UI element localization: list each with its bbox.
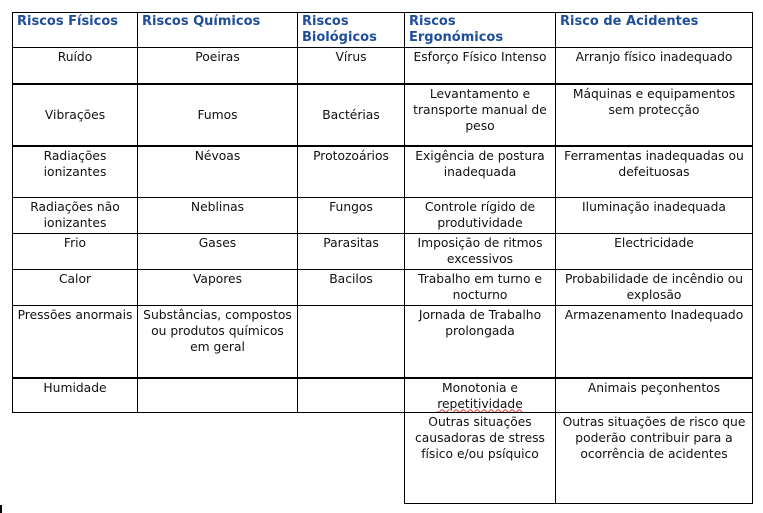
- table-cell: [13, 378, 138, 413]
- cell-text: Exigência de postura inadequada: [415, 148, 545, 179]
- table-cell: [556, 270, 753, 306]
- cell-text: Pressões anormais: [17, 308, 133, 322]
- table-cell: [138, 198, 298, 234]
- header-fisicos: Riscos Físicos: [13, 13, 138, 48]
- empty-space: [138, 413, 298, 504]
- cell-text: Ruído: [57, 50, 93, 64]
- cell-text: Trabalho em turno e nocturno: [418, 272, 542, 302]
- table-row: [13, 48, 753, 84]
- cell-text: Armazenamento Inadequado: [564, 308, 744, 322]
- table-cell: [405, 234, 556, 270]
- cell-text: Animais peçonhentos: [587, 380, 721, 395]
- risk-table: [12, 12, 753, 504]
- table-cell: [13, 234, 138, 270]
- header-row: [13, 13, 753, 48]
- cell-text: Bactérias: [322, 108, 380, 122]
- table-cell: [405, 378, 556, 413]
- table-cell: [556, 198, 753, 234]
- cell-text: Calor: [58, 272, 92, 286]
- table-cell: [13, 270, 138, 306]
- table-cell: [138, 84, 298, 146]
- cell-text: Outras situações de risco que poderão contribuir para a ocorrência de acidentes: [562, 415, 746, 461]
- cell-text: Parasitas: [323, 236, 379, 250]
- cell-text: Neblinas: [190, 200, 245, 214]
- empty-space: [298, 413, 405, 504]
- cell-text: Outras situações causadoras de stress físico e/ou psíquico: [415, 415, 545, 461]
- table-cell: [298, 378, 405, 413]
- cell-text: Arranjo físico inadequado: [575, 50, 733, 64]
- table-cell: [13, 198, 138, 234]
- table-cell: [298, 234, 405, 270]
- table-cell: [405, 413, 556, 504]
- cell-text: Vapores: [192, 272, 243, 286]
- cell-text: Poeiras: [195, 50, 240, 64]
- table-cell: [13, 48, 138, 84]
- cell-text: Monotonia e repetitividade: [437, 380, 523, 411]
- cell-text: Frio: [63, 236, 87, 250]
- table-cell: [13, 306, 138, 378]
- cell-text: Jornada de Trabalho prolongada: [418, 308, 542, 338]
- table-row: [13, 413, 753, 504]
- table-cell: [556, 84, 753, 146]
- table-row: [13, 270, 753, 306]
- cell-text: Substâncias, compostos ou produtos químicos em geral: [143, 308, 292, 354]
- table-cell: [298, 48, 405, 84]
- cell-text: Probabilidade de incêndio ou explosão: [564, 272, 744, 302]
- cell-text: Bacilos: [329, 272, 373, 286]
- cell-text: Fumos: [197, 108, 238, 122]
- table-cell: [556, 48, 753, 84]
- table-cell: [556, 413, 753, 504]
- text-cursor: [0, 505, 2, 513]
- table-cell: [405, 306, 556, 378]
- empty-space: [13, 413, 138, 504]
- cell-text: Protozoários: [313, 148, 389, 163]
- table-cell: [298, 270, 405, 306]
- table-cell: [138, 48, 298, 84]
- table-row: [13, 234, 753, 270]
- table-cell: [298, 306, 405, 378]
- cell-text: Iluminação inadequada: [582, 200, 726, 214]
- cell-text: Imposição de ritmos excessivos: [417, 236, 543, 266]
- table-cell: [556, 306, 753, 378]
- header-acidentes: Risco de Acidentes: [556, 13, 753, 48]
- table-row: [13, 378, 753, 413]
- cell-text: Humidade: [43, 380, 107, 395]
- header-biologicos: Riscos Biológicos: [298, 13, 405, 48]
- header-quimicos: Riscos Químicos: [138, 13, 298, 48]
- table-cell: [298, 198, 405, 234]
- table-row: [13, 306, 753, 378]
- table-row: [13, 84, 753, 146]
- table-cell: [138, 270, 298, 306]
- cell-text: Ferramentas inadequadas ou defeituosas: [564, 148, 744, 179]
- table-cell: [405, 198, 556, 234]
- cell-text: Fungos: [329, 200, 373, 214]
- cell-text: Radiações não ionizantes: [30, 200, 120, 230]
- cell-text: Radiações ionizantes: [43, 148, 107, 179]
- cell-text: Esforço Físico Intenso: [413, 50, 547, 64]
- table-cell: [556, 146, 753, 198]
- table-cell: [405, 84, 556, 146]
- table-cell: [298, 84, 405, 146]
- table-cell: [556, 378, 753, 413]
- table-body: [13, 48, 753, 504]
- table-cell: [13, 84, 138, 146]
- table-cell: [13, 146, 138, 198]
- table-cell: [298, 146, 405, 198]
- table-row: [13, 198, 753, 234]
- cell-text: Gases: [198, 236, 237, 250]
- table-cell: [138, 146, 298, 198]
- cell-text: Vírus: [335, 50, 367, 64]
- table-cell: [138, 234, 298, 270]
- cell-text: Máquinas e equipamentos sem protecção: [572, 86, 736, 117]
- table-cell: [405, 48, 556, 84]
- table-cell: [405, 270, 556, 306]
- cell-text: Electricidade: [614, 236, 694, 250]
- spellcheck-mark: repetitividade: [437, 396, 523, 411]
- cell-text: Vibrações: [44, 108, 106, 122]
- table-cell: [556, 234, 753, 270]
- cell-text: Levantamento e transporte manual de peso: [413, 86, 547, 133]
- cell-text: Controle rígido de produtividade: [424, 200, 536, 230]
- header-ergonomicos: Riscos Ergonómicos: [405, 13, 556, 48]
- table-cell: [405, 146, 556, 198]
- table-cell: [138, 378, 298, 413]
- table-cell: [138, 306, 298, 378]
- table-row: [13, 146, 753, 198]
- cell-text: Névoas: [194, 148, 241, 163]
